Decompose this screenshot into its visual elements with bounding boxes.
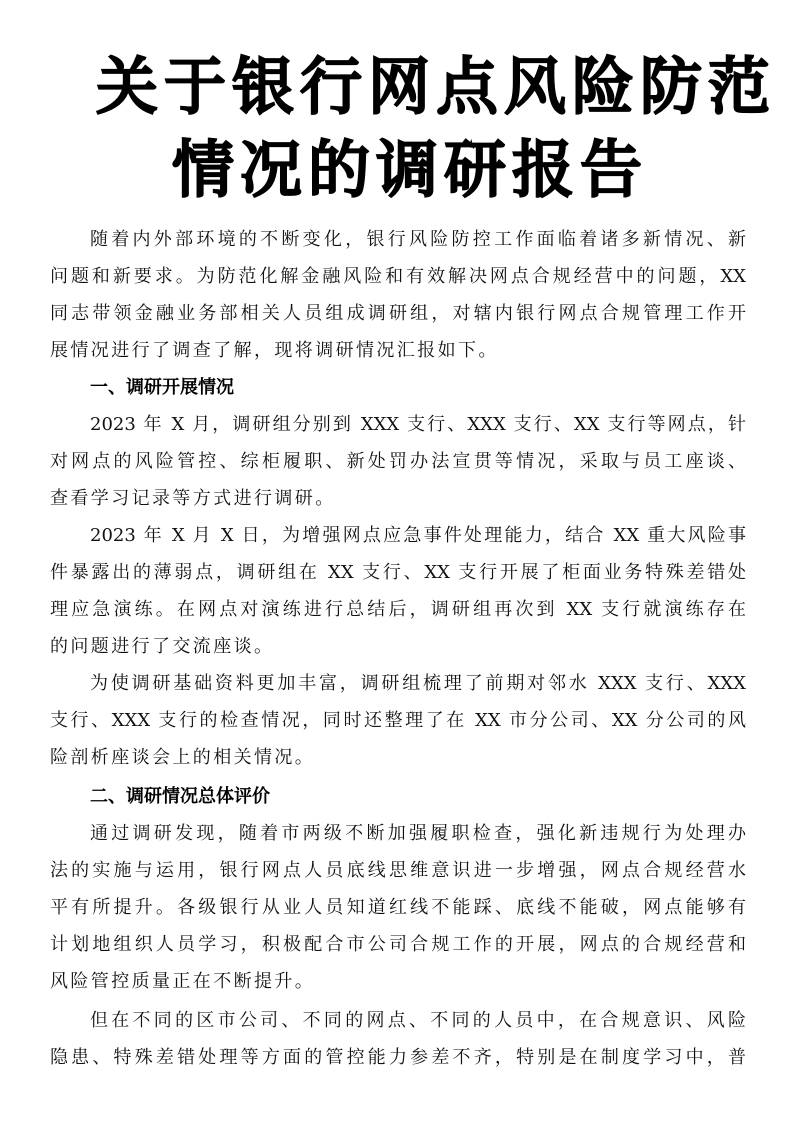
paragraph-5-line-4: 计划地组织人员学习，积极配合市公司合规工作的开展，网点的合规经营和 [50,934,746,955]
paragraph-2-line-1: 2023 年 X 月，调研组分别到 XXX 支行、XXX 支行、XX 支行等网点，针 [90,414,746,435]
paragraph-4-line-2: 支行、XXX 支行的检查情况，同时还整理了在 XX 市分公司、XX 分公司的风 [50,710,746,731]
paragraph-5-line-1: 通过调研发现，随着市两级不断加强履职检查，强化新违规行为处理办 [90,823,746,844]
paragraph-1-line-4: 展情况进行了调查了解，现将调研情况汇报如下。 [50,340,499,361]
document-title-line-2: 情况的调研报告 [172,133,649,206]
paragraph-2-line-3: 查看学习记录等方式进行调研。 [50,488,336,509]
paragraph-1-line-1: 随着内外部环境的不断变化，银行风险防控工作面临着诸多新情况、新 [90,229,746,250]
paragraph-5-line-5: 风险管控质量正在不断提升。 [50,971,316,992]
paragraph-4-line-3: 险剖析座谈会上的相关情况。 [50,747,316,768]
paragraph-3-line-4: 的问题进行了交流座谈。 [50,636,275,657]
paragraph-6-line-2: 隐患、特殊差错处理等方面的管控能力参差不齐，特别是在制度学习中，普 [50,1047,746,1068]
paragraph-5-line-2: 法的实施与运用，银行网点人员底线思维意识进一步增强，网点合规经营水 [50,860,746,881]
paragraph-6-line-1: 但在不同的区市公司、不同的网点、不同的人员中，在合规意识、风险 [90,1010,746,1031]
section-heading-2: 二、调研情况总体评价 [90,786,270,807]
document-title-line-1: 关于银行网点风险防范 [96,50,777,123]
paragraph-2-line-2: 对网点的风险管控、综柜履职、新处罚办法宣贯等情况，采取与员工座谈、 [50,451,746,472]
paragraph-4-line-1: 为使调研基础资料更加丰富，调研组梳理了前期对邻水 XXX 支行、XXX [90,673,746,694]
paragraph-1-line-3: 同志带领金融业务部相关人员组成调研组，对辖内银行网点合规管理工作开 [50,303,746,324]
paragraph-3-line-2: 件暴露出的薄弱点，调研组在 XX 支行、XX 支行开展了柜面业务特殊差错处 [50,562,746,583]
paragraph-5-line-3: 平有所提升。各级银行从业人员知道红线不能踩、底线不能破，网点能够有 [50,897,746,918]
paragraph-3-line-1: 2023 年 X 月 X 日，为增强网点应急事件处理能力，结合 XX 重大风险事 [90,525,746,546]
paragraph-3-line-3: 理应急演练。在网点对演练进行总结后，调研组再次到 XX 支行就演练存在 [50,599,746,620]
paragraph-1-line-2: 问题和新要求。为防范化解金融风险和有效解决网点合规经营中的问题，XX [50,266,746,287]
section-heading-1: 一、调研开展情况 [90,377,234,398]
